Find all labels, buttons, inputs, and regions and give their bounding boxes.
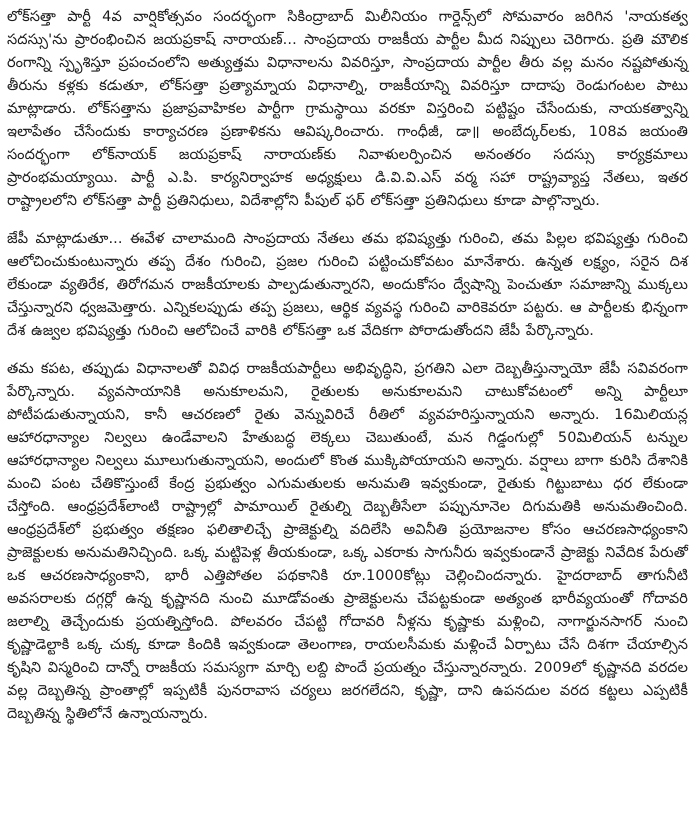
paragraph-jp-speech: జేపీ మాట్లాడుతూ... ఈవేళ చాలామంది సాంప్రదాయ నేతలు తమ భవిష్యత్తు గురించి, తమ పిల్లల భవిష్యత్తు గురించి ఆలోచించుకుంటున్నారు తప్ప దేశం గురించి, ప్రజల గురించి పట్టించుకోవటం మానేశారు. ఉన్నత లక్ష్యం, సరైన దిశ లేకుండా వ్యతిరేక, తిరోగమన రాజకీయాలకు పాల్పడుతున్నారని, అందుకోసం ద్వేషాన్ని పెంచుతూ సమాజాన్ని ముక్కలు చేస్తున్నారని ధ్వజమెత్తారు. ఎన్నికలప్పుడు తప్ప ప్రజలు, ఆర్థిక వ్యవస్థ గురించి వారికెవరూ పట్టరు. ఆ పార్టీలకు భిన్నంగా దేశ ఉజ్వల భవిష్యత్తు గురించి ఆలోచించే వారికి లోక్‌సత్తా ఒక వేదికగా పోరాడుతోందని జేపీ పేర్కొన్నారు. — [7, 231, 688, 339]
paragraph-policy-criticism: తమ కపట, తప్పుడు విధానాలతో వివిధ రాజకీయపార్టీలు అభివృద్ధిని, ప్రగతిని ఎలా దెబ్బతీస్తున్నాయో జేపీ సవివరంగా పేర్కొన్నారు. వ్యవసాయానికి అనుకూలమని, రైతులకు అనుకూలమని చాటుకోవటంలో అన్ని పార్టీలూ పోటీపడుతున్నాయని, కానీ ఆచరణలో రైతు వెన్నువిరిచే రీతిలో వ్యవహరిస్తున్నాయని అన్నారు. 16మిలియన్ల ఆహారధాన్యాల నిల్వలు ఉండేవాలని హేతుబద్ధ లెక్కలు చెబుతుంటే, మన గిడ్డంగుల్లో 50మిలియన్ టన్నుల ఆహారధాన్యాల నిల్వలు మూలుగుతున్నాయని, అందులో కొంత ముక్కిపోయాయని అన్నారు. వర్షాలు బాగా కురిసి దేశానికి మంచి పంట చేతికొస్తుంటే కేంద్ర ప్రభుత్వం ఎగుమతులకు అనుమతి ఇవ్వకుండా, రైతుకు గిట్టుబాటు ధర లేకుండా చేస్తోంది. ఆంధ్రప్రదేశ్‌లాంటి రాష్ట్రాల్లో పామాయిల్ రైతుల్ని దెబ్బతీసేలా పప్పునూనెల దిగుమతికి అనుమతించింది. ఆంధ్రప్రదేశ్‌లో ప్రభుత్వం తక్షణం ఫలితాలిచ్చే ప్రాజెక్టుల్ని వదిలేసి అవినీతి ప్రయోజనాల కోసం ఆచరణసాధ్యంకాని ప్రాజెక్టులకు అనుమతినిచ్చింది. ఒక్క మట్టిపెళ్ల తీయకుండా, ఒక్క ఎకరాకు సాగునీరు ఇవ్వకుండానే ప్రాజెక్టు నివేదిక పేరుతో ఒక ఆచరణసాధ్యంకాని, భారీ ఎత్తిపోతల పథకానికి రూ.1000కోట్లు చెల్లించిందన్నారు. హైదరాబాద్ తాగునీటి అవసరాలకు దగ్గర్లో ఉన్న కృష్ణానది నుంచి మూడోవంతు ప్రాజెక్టులను చేపట్టకుండా అత్యంత భారీవ్యయంతో గోదావరి జలాల్ని తెచ్చేందుకు ప్రయత్నిస్తోంది. పోలవరం చేపట్టి గోదావరి నీళ్లను కృష్ణాకు మళ్లించి, నాగార్జునసాగర్ నుంచి కృష్ణాడెల్టాకి ఒక్క చుక్క కూడా కిందికి ఇవ్వకుండా తెలంగాణ, రాయలసీమకు మళ్లించే ఏర్పాటు చేసే దిశగా చేయాల్సిన కృషిని విస్మరించి దాన్నో రాజకీయ సమస్యగా మార్చి లబ్ది పొందే ప్రయత్నం చేస్తున్నారన్నారు. 2009లో కృష్ణానది వరదల వల్ల దెబ్బతిన్న ప్రాంతాల్లో ఇప్పటికీ పునరావాస చర్యలు జరగలేదని, కృష్ణా, దాని ఉపనదుల వరద కట్టలు ఎప్పటికీ దెబ్బతిన్న స్థితిలోనే ఉన్నాయన్నారు. — [7, 361, 688, 722]
paragraph-leadership-summit: లోక్‌సత్తా పార్టీ 4వ వార్షికోత్సవం సందర్భంగా సికింద్రాబాద్ మిలీనియం గార్డెన్స్‌లో సోమవారం జరిగిన 'నాయకత్వ సదస్సు'ను ప్రారంభించిన జయప్రకాష్ నారాయణ్... సాంప్రదాయ రాజకీయ పార్టీల మీద నిప్పులు చెరిగారు. ప్రతి మౌలిక రంగాన్ని స్పృశిస్తూ ప్రపంచంలోని అత్యుత్తమ విధానాలను వివరిస్తూ, సాంప్రదాయ పార్టీల తీరు వల్ల మనం నష్టపోతున్న తీరును కళ్లకు కడుతూ, లోక్‌సత్తా ప్రత్యామ్నాయ విధానాల్ని, రాజకీయాన్ని వివరిస్తూ దాదాపు రెండుగంటల పాటు మాట్లాడారు. లోక్‌సత్తాను ప్రజాప్రవాహికల పార్టీగా గ్రామస్థాయి వరకూ విస్తరించి పట్టిష్టం చేసేందుకు, నాయకత్వాన్ని ఇలాపేతం చేసేందుకు కార్యాచరణ ప్రణాళికను ఆవిష్కరించారు. గాంధీజీ, డా॥ అంబేద్కర్‌లకు, 108వ జయంతి సందర్భంగా లోక్‌నాయక్ జయప్రకాష్ నారాయణ్‌కు నివాళులర్పించిన అనంతరం సదస్సు కార్యక్రమాలు ప్రారంభమయ్యాయి. పార్టీ ఎ.పి. కార్యనిర్వాహక అధ్యక్షులు డి.వి.వి.ఎస్ వర్మ సహా రాష్ట్రవ్యాప్త నేతలు, ఇతర రాష్ట్రాలలోని లోక్‌సత్తా పార్టీ ప్రతినిధులు, విదేశాల్లోని పీపుల్ ఫర్ లోక్‌సత్తా ప్రతినిధులు కూడా పాల్గొన్నారు. — [7, 9, 688, 209]
